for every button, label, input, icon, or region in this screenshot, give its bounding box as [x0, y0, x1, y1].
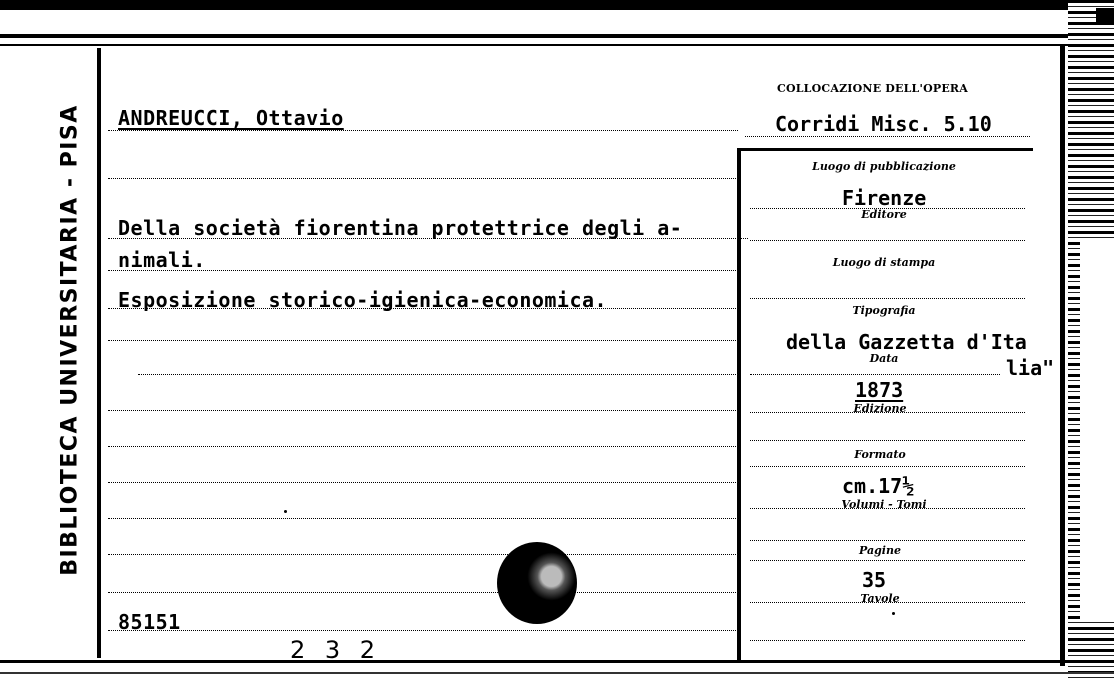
field-rule: [750, 240, 1025, 241]
publisher-label: Editore: [861, 208, 907, 221]
empty-rule: [108, 340, 738, 341]
printer-value-line-2: lia": [1006, 356, 1055, 380]
inventory-number: 85151: [118, 610, 181, 634]
title-line-2: nimali.: [118, 248, 206, 272]
empty-rule: [108, 630, 738, 631]
place-of-printing-label: Luogo di stampa: [832, 256, 936, 269]
title-rule-3: [108, 308, 738, 309]
card-top-rule-thin: [0, 44, 1068, 46]
scan-speck: [284, 510, 287, 513]
field-rule: [750, 466, 1025, 467]
empty-rule: [108, 518, 738, 519]
field-rule: [750, 560, 1025, 561]
field-rule: [750, 640, 1025, 641]
scan-corner-speck: [1096, 8, 1114, 22]
empty-rule: [108, 482, 738, 483]
edition-label: Edizione: [853, 402, 907, 415]
printer-value-line-1: della Gazzetta d'Ita: [786, 330, 1027, 354]
pages-value: 35: [862, 568, 887, 592]
date-value: 1873: [855, 378, 904, 402]
field-rule: [750, 540, 1025, 541]
empty-rule: [108, 446, 738, 447]
date-label: Data: [869, 352, 899, 365]
library-stamp: BIBLIOTECA UNIVERSITARIA - PISA: [57, 104, 83, 576]
field-rule: [750, 412, 1025, 413]
empty-rule: [138, 374, 738, 375]
scan-bottom-edge: [0, 672, 1114, 674]
printer-label: Tipografia: [852, 304, 916, 317]
title-line-1: Della società fiorentina protettrice degli a-: [118, 216, 683, 240]
scan-right-edge-gap: [1080, 240, 1114, 620]
card-top-rule: [0, 34, 1068, 38]
card-left-margin-line: [97, 48, 101, 658]
collocation-rule: [745, 136, 1030, 137]
plates-label: Tavole: [860, 592, 900, 605]
author-rule: [108, 130, 738, 131]
place-of-publication-label: Luogo di pubblicazione: [812, 160, 956, 173]
card-right-border: [1060, 46, 1065, 666]
pages-label: Pagine: [859, 544, 901, 557]
volumes-label: Volumi - Tomi: [841, 498, 927, 511]
collocation-header: COLLOCAZIONE DELL'OPERA: [777, 82, 968, 95]
field-rule: [750, 298, 1025, 299]
scan-speck: [892, 612, 895, 615]
field-rule: [750, 508, 1025, 509]
empty-rule: [108, 554, 738, 555]
title-rule-2: [108, 270, 738, 271]
punch-hole: [497, 542, 577, 624]
field-rule: [750, 374, 1000, 375]
author-name: ANDREUCCI, Ottavio: [118, 106, 344, 130]
empty-rule: [108, 592, 738, 593]
collocation-value: Corridi Misc. 5.10: [775, 112, 992, 136]
blank-rule: [108, 178, 738, 179]
format-value: cm.17½: [842, 474, 915, 498]
handwritten-number: 2 3 2: [290, 636, 382, 664]
format-label: Formato: [854, 448, 906, 461]
title-line-3: Esposizione storico-igienica-economica.: [118, 288, 608, 312]
field-rule: [750, 602, 1025, 603]
scan-top-edge: [0, 0, 1070, 10]
empty-rule: [108, 410, 738, 411]
field-rule: [750, 440, 1025, 441]
title-rule-1: [108, 238, 748, 239]
place-of-publication-value: Firenze: [842, 186, 927, 210]
